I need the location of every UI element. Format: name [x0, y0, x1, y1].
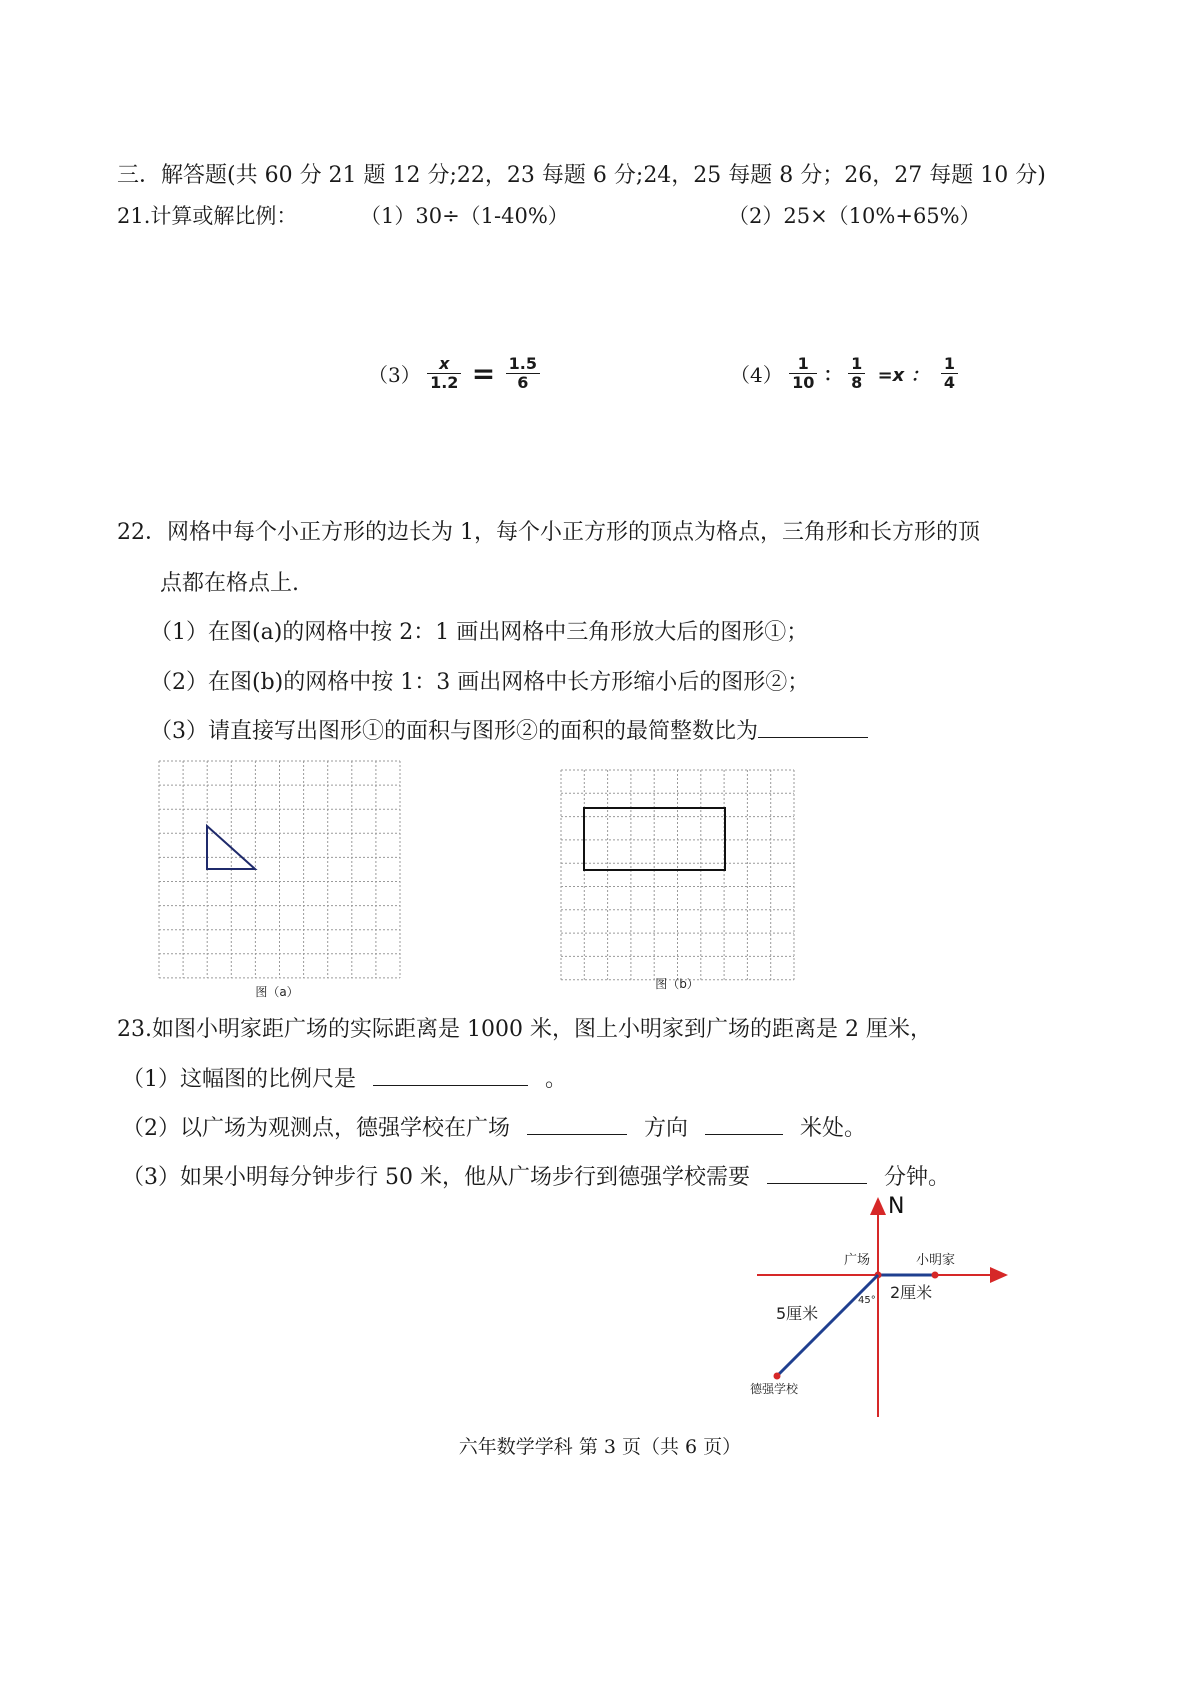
grid-figure-b: [555, 762, 805, 996]
distance-blank[interactable]: [705, 1112, 783, 1135]
fraction-numerator: 1: [848, 355, 865, 374]
school-segment: [777, 1275, 878, 1376]
north-label: N: [888, 1194, 905, 1219]
q22-sub2: （2）在图(b)的网格中按 1：3 画出网格中长方形缩小后的图形②；: [150, 670, 810, 695]
caption-figure-b: 图（b）: [655, 977, 699, 991]
fraction-denominator: 4: [943, 373, 956, 392]
q21-part4-fraction-c: [941, 355, 958, 392]
plaza-label: 广场: [844, 1253, 871, 1268]
page-footer: 六年数学学科 第 3 页（共 6 页）: [458, 1436, 742, 1458]
school-label: 德强学校: [750, 1382, 799, 1396]
school-distance-label: 5厘米: [776, 1304, 819, 1323]
fraction-numerator: x: [427, 355, 461, 374]
q22-sub3: [150, 714, 868, 745]
q21-part4-label: （4）: [730, 363, 783, 387]
fraction-denominator: 10: [792, 373, 815, 392]
grid-lines-b: [561, 770, 794, 980]
fraction-numerator: 1: [941, 355, 958, 374]
q21-part3: [368, 355, 540, 392]
q23-sub1: [122, 1062, 567, 1093]
q23-line1: 23.如图小明家距广场的实际距离是 1000 米，图上小明家到广场的距离是 2 厘米，: [117, 1017, 932, 1042]
home-label: 小明家: [916, 1253, 956, 1268]
school-dot-icon: [774, 1373, 781, 1380]
q23-sub1-text: （1）这幅图的比例尺是: [122, 1067, 356, 1092]
q22-line2: 点都在格点上.: [160, 571, 299, 596]
q22-line1: 22．网格中每个小正方形的边长为 1，每个小正方形的顶点为格点，三角形和长方形的顶: [117, 520, 980, 545]
q23-sub2: [122, 1111, 866, 1142]
q21-part1: （1）30÷（1-40%）: [360, 204, 569, 228]
fraction-numerator: 1: [789, 355, 817, 374]
home-distance-label: 2厘米: [890, 1283, 933, 1302]
ratio-colon: ：: [823, 364, 842, 386]
answer-blank[interactable]: [758, 715, 868, 738]
q21-part3-label: （3）: [368, 363, 421, 387]
time-blank[interactable]: [767, 1161, 867, 1184]
q21-part4-fraction-b: [848, 355, 865, 392]
fraction-denominator: 8: [851, 373, 863, 392]
q21-part2: （2）25×（10%+65%）: [728, 204, 981, 228]
q23-sub2-end: 米处。: [800, 1116, 867, 1141]
scale-blank[interactable]: [373, 1063, 528, 1086]
fraction-denominator: 1.2: [430, 373, 459, 392]
q22-sub1: （1）在图(a)的网格中按 2：1 画出网格中三角形放大后的图形①；: [150, 620, 809, 645]
home-dot-icon: [932, 1272, 939, 1279]
grid-lines-a: [159, 761, 400, 978]
angle-label: 45°: [858, 1295, 876, 1306]
q21-part3-fraction-right: [506, 355, 540, 392]
grid-figure-a: [150, 752, 410, 1002]
q23-sub1-end: 。: [545, 1067, 568, 1092]
q23-sub2-text: （2）以广场为观测点，德强学校在广场: [122, 1116, 510, 1141]
fraction-numerator: 1.5: [506, 355, 540, 374]
q22-sub3-text: （3）请直接写出图形①的面积与图形②的面积的最简整数比为: [150, 719, 758, 744]
section-header: 三．解答题(共 60 分 21 题 12 分;22，23 每题 6 分;24，25 每题 8 分；26，27 每题 10 分): [117, 163, 1046, 188]
equals-sign: =: [471, 357, 496, 390]
direction-map: [740, 1185, 1030, 1425]
q21-part3-fraction-left: [427, 355, 461, 392]
q21-part4-fraction-a: [789, 355, 817, 392]
ratio-middle: =x ：: [877, 364, 929, 386]
q21-title: 21.计算或解比例：: [117, 204, 298, 228]
q21-part4: [730, 355, 958, 392]
q23-sub3-text: （3）如果小明每分钟步行 50 米，他从广场步行到德强学校需要: [122, 1165, 750, 1190]
q23-sub2-direction: 方向: [644, 1116, 689, 1141]
direction-blank[interactable]: [527, 1112, 627, 1135]
fraction-denominator: 6: [517, 373, 529, 392]
caption-figure-a: 图（a）: [255, 985, 299, 999]
q23-sub3-end: 分钟。: [883, 1165, 950, 1190]
